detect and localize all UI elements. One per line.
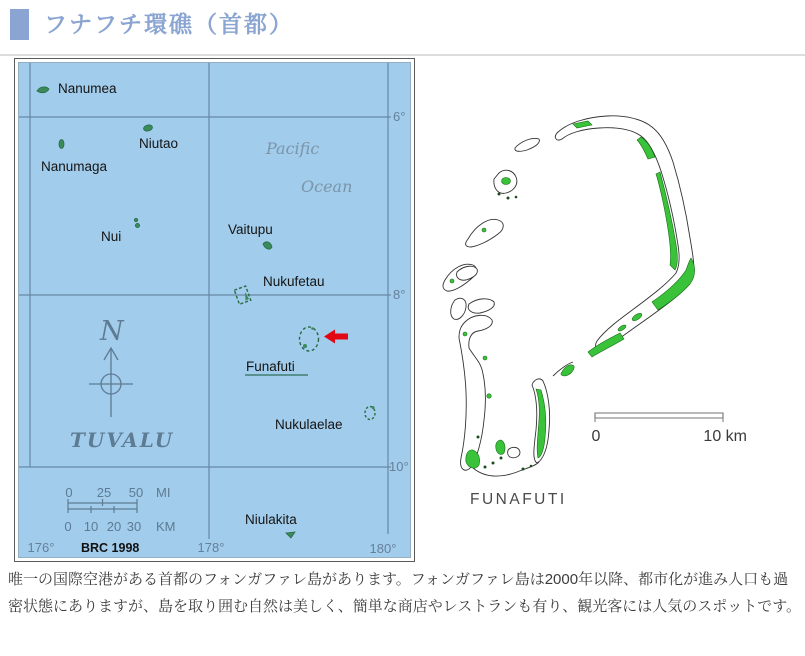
vaitupu-label: Vaitupu bbox=[228, 222, 273, 237]
tuvalu-map bbox=[14, 58, 415, 562]
lon-label-180: 180° bbox=[369, 541, 397, 556]
atoll-islet-dots bbox=[245, 292, 375, 409]
nanumea-label: Nanumea bbox=[58, 81, 117, 96]
niulakita-island bbox=[286, 532, 295, 538]
nanumea-island bbox=[37, 87, 49, 93]
atoll-scale-start: 0 bbox=[591, 428, 601, 445]
atoll-scale-bar bbox=[592, 413, 747, 445]
graticule-lines bbox=[19, 63, 391, 539]
niulakita-label: Niulakita bbox=[245, 512, 297, 527]
ocean-label-line1: Pacific bbox=[266, 139, 320, 158]
country-label: TUVALU bbox=[70, 428, 175, 452]
nukulaelae-label: Nukulaelae bbox=[275, 417, 343, 432]
scale-mi-0: 0 bbox=[65, 485, 73, 500]
lon-label-176: 176° bbox=[27, 540, 55, 555]
island-west-long bbox=[459, 315, 492, 470]
islet-w6 bbox=[468, 299, 494, 313]
scale-km-30: 30 bbox=[126, 519, 142, 534]
lon-label-178: 178° bbox=[197, 540, 225, 555]
map-credit: BRC 1998 bbox=[81, 541, 140, 555]
nukufetau-label: Nukufetau bbox=[263, 274, 325, 289]
funafuti-pointer-arrow-icon bbox=[324, 330, 348, 344]
atoll-title: FUNAFUTI bbox=[470, 491, 567, 508]
vaitupu-island bbox=[263, 242, 272, 249]
niutao-label: Niutao bbox=[139, 136, 179, 151]
lat-label-6: 6° bbox=[393, 109, 406, 124]
funafuti-atoll-ring bbox=[300, 327, 319, 351]
islet-south-ring bbox=[508, 447, 520, 457]
tuvalu-map-canvas bbox=[18, 62, 411, 558]
map-scale-bar bbox=[64, 485, 175, 534]
islet-nw bbox=[515, 138, 539, 151]
header-divider bbox=[0, 54, 805, 56]
nanumaga-island bbox=[59, 140, 64, 149]
funafuti-atoll-map bbox=[435, 100, 805, 520]
heading-bullet-icon bbox=[10, 9, 29, 40]
nanumaga-label: Nanumaga bbox=[41, 159, 108, 174]
lat-label-10: 10° bbox=[389, 459, 409, 474]
page-header bbox=[10, 9, 294, 40]
nui-island bbox=[134, 218, 137, 221]
scale-km-20: 20 bbox=[106, 519, 122, 534]
islet-w4 bbox=[451, 298, 466, 319]
scale-mi-unit: MI bbox=[156, 485, 171, 500]
islet-w2 bbox=[466, 219, 504, 247]
atoll-scale-end: 10 km bbox=[703, 428, 747, 445]
scale-km-10: 10 bbox=[83, 519, 99, 534]
lat-label-8: 8° bbox=[393, 287, 406, 302]
compass-icon bbox=[89, 348, 133, 417]
scale-km-unit: KM bbox=[156, 519, 176, 534]
island-shapes bbox=[37, 87, 295, 538]
funafuti-atoll-svg bbox=[435, 100, 805, 520]
ocean-label-line2: Ocean bbox=[301, 177, 353, 196]
scale-mi-25: 25 bbox=[96, 485, 112, 500]
atoll-ring-shapes bbox=[234, 286, 375, 419]
funafuti-label: Funafuti bbox=[246, 359, 295, 374]
scale-bar-lines bbox=[68, 499, 137, 513]
nui-island-2 bbox=[135, 223, 139, 227]
nui-label: Nui bbox=[101, 229, 122, 244]
reef-outline bbox=[443, 116, 694, 470]
description-text: 唯一の国際空港がある首都のフォンガファレ島があります。フォンガファレ島は2000年以降、都市化が進み人口も過密状態にありますが、島を取り囲む自然は美しく、簡単な商店やレストランも有り、観光客には人気のスポットです。 bbox=[8, 571, 802, 615]
scale-km-0: 0 bbox=[64, 519, 72, 534]
page-title: フナフチ環礁（首都） bbox=[44, 11, 294, 37]
tuvalu-map-svg bbox=[19, 63, 410, 557]
reef-lines-south bbox=[473, 362, 573, 476]
niutao-island bbox=[143, 124, 153, 132]
compass-north-label: N bbox=[100, 316, 124, 347]
scale-mi-50: 50 bbox=[128, 485, 144, 500]
